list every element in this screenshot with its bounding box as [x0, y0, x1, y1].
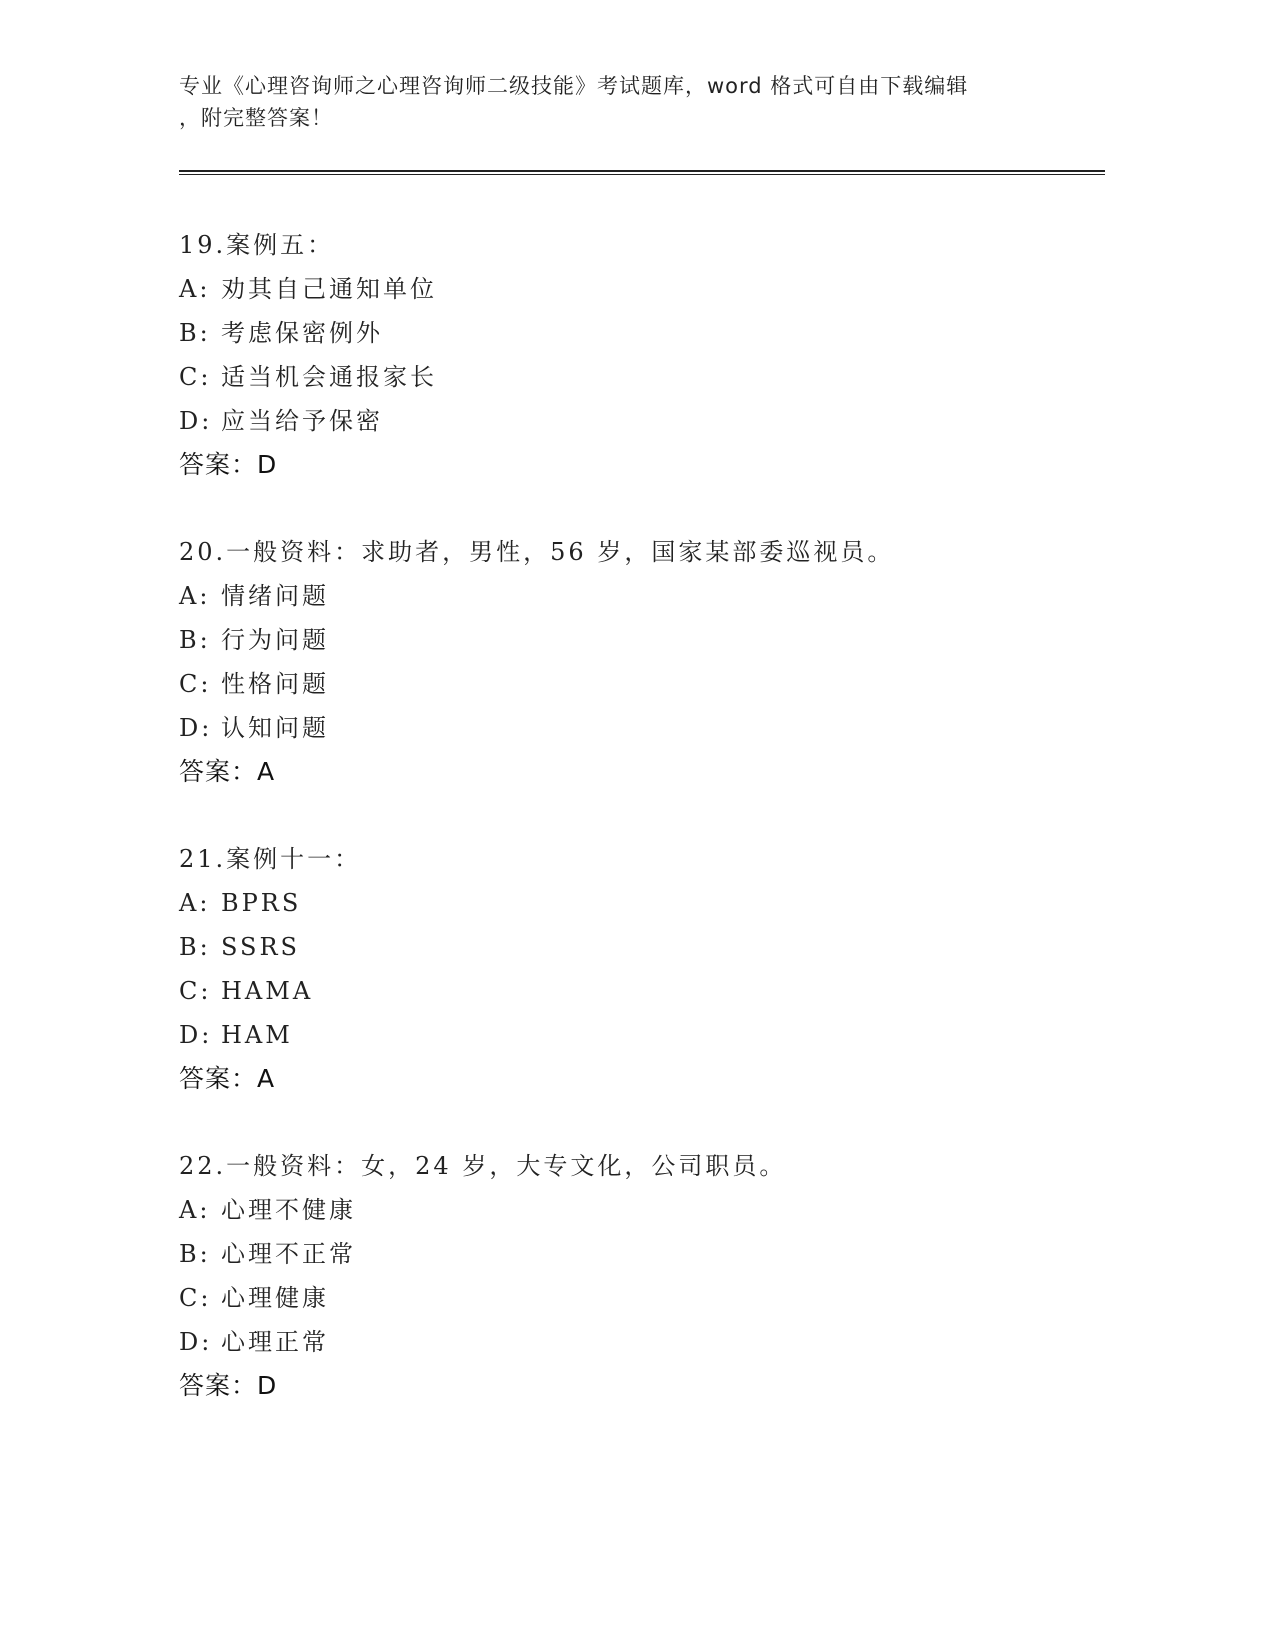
question-21	[179, 837, 1109, 1101]
question-19	[179, 223, 1109, 487]
option-text: 劝其自己通知单位	[221, 275, 437, 303]
option-c	[179, 1276, 1109, 1320]
option-label: D:	[179, 407, 213, 435]
question-22	[179, 1144, 1109, 1408]
option-label: A:	[179, 582, 211, 610]
option-d	[179, 1320, 1109, 1364]
option-c	[179, 355, 1109, 399]
option-text: HAMA	[221, 977, 314, 1005]
option-label: C:	[179, 363, 212, 391]
question-stem: 20.一般资料：求助者，男性，56 岁，国家某部委巡视员。	[179, 538, 895, 566]
option-a	[179, 574, 1109, 618]
option-label: B:	[179, 626, 211, 654]
option-label: D:	[179, 714, 213, 742]
option-label: D:	[179, 1328, 213, 1356]
option-label: B:	[179, 319, 211, 347]
option-d	[179, 399, 1109, 443]
option-text: 情绪问题	[221, 582, 329, 610]
option-text: 应当给予保密	[221, 407, 383, 435]
option-label: B:	[179, 933, 211, 961]
option-a	[179, 881, 1109, 925]
header-title-line-1: 专业《心理咨询师之心理咨询师二级技能》考试题库，word 格式可自由下载编辑	[179, 74, 969, 98]
option-text: 心理不正常	[221, 1240, 356, 1268]
option-text: SSRS	[221, 933, 300, 961]
option-text: BPRS	[221, 889, 302, 917]
option-label: D:	[179, 1021, 213, 1049]
option-label: A:	[179, 275, 211, 303]
option-text: 适当机会通报家长	[221, 363, 437, 391]
option-text: 心理不健康	[221, 1196, 356, 1224]
question-stem: 19.案例五：	[179, 231, 335, 259]
option-b	[179, 311, 1109, 355]
question-stem: 22.一般资料：女，24 岁，大专文化，公司职员。	[179, 1152, 787, 1180]
answer-line: 答案：D	[179, 450, 278, 479]
answer-line: 答案：A	[179, 1064, 276, 1093]
option-label: C:	[179, 1284, 212, 1312]
option-c	[179, 662, 1109, 706]
option-b	[179, 618, 1109, 662]
option-a	[179, 267, 1109, 311]
question-list	[179, 223, 1109, 1451]
option-label: A:	[179, 889, 211, 917]
answer-line: 答案：D	[179, 1371, 278, 1400]
option-text: 认知问题	[221, 714, 329, 742]
option-d	[179, 706, 1109, 750]
option-text: 心理正常	[221, 1328, 329, 1356]
option-text: 性格问题	[221, 670, 329, 698]
option-text: HAM	[221, 1021, 293, 1049]
option-label: C:	[179, 977, 212, 1005]
option-text: 考虑保密例外	[221, 319, 383, 347]
header-title-line-2: ，附完整答案！	[179, 106, 333, 130]
answer-line: 答案：A	[179, 757, 276, 786]
option-d	[179, 1013, 1109, 1057]
question-20	[179, 530, 1109, 794]
option-text: 心理健康	[221, 1284, 329, 1312]
option-label: B:	[179, 1240, 211, 1268]
option-text: 行为问题	[221, 626, 329, 654]
header-divider	[179, 170, 1105, 175]
option-label: C:	[179, 670, 212, 698]
option-a	[179, 1188, 1109, 1232]
option-c	[179, 969, 1109, 1013]
page-header	[179, 70, 1039, 134]
question-stem: 21.案例十一：	[179, 845, 362, 873]
option-b	[179, 1232, 1109, 1276]
option-label: A:	[179, 1196, 211, 1224]
option-b	[179, 925, 1109, 969]
